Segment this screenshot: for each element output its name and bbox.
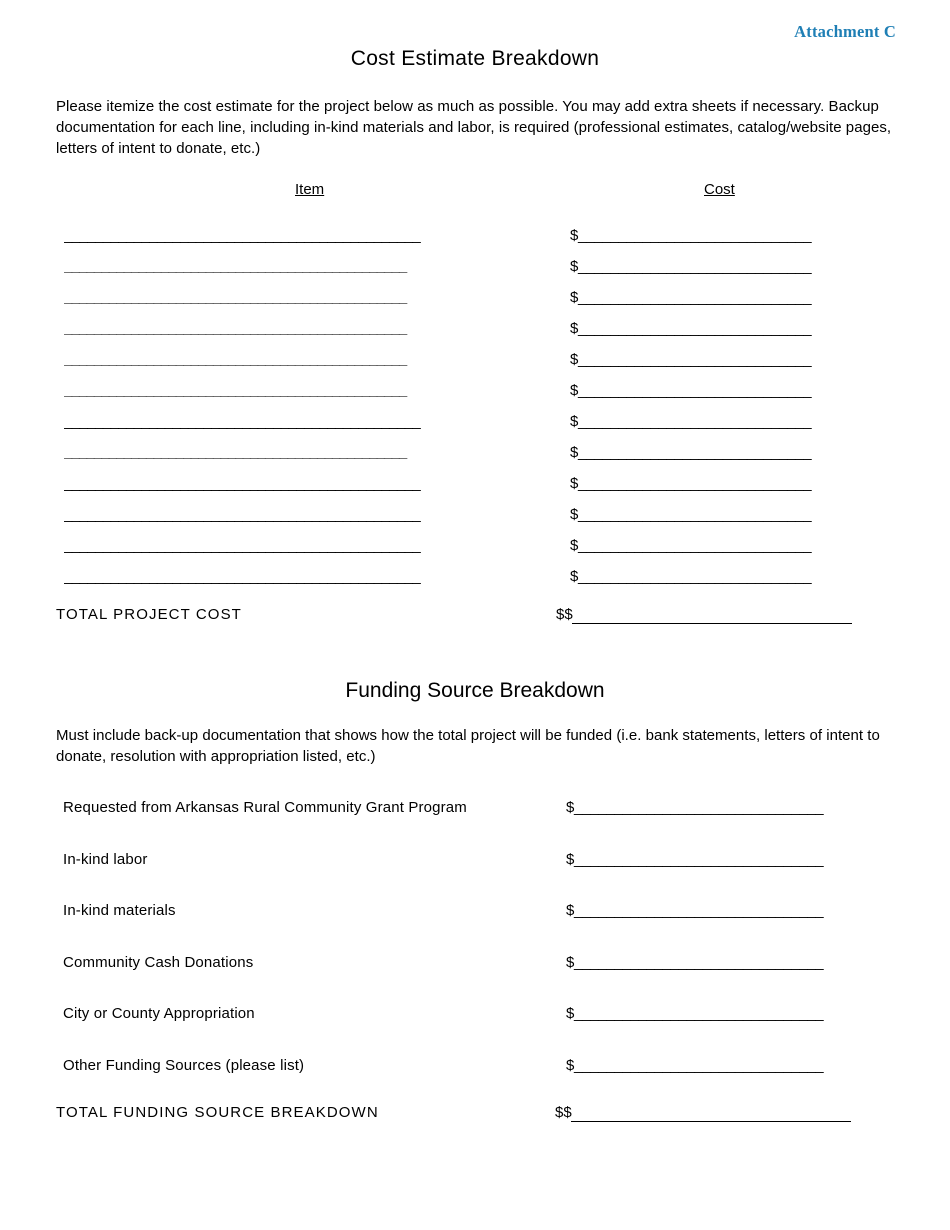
funding-source-label: In-kind materials bbox=[63, 902, 176, 919]
item-blank-field[interactable]: ______________________________________________ bbox=[64, 320, 407, 337]
total-funding-label: TOTAL FUNDING SOURCE BREAKDOWN bbox=[56, 1104, 379, 1121]
list-item bbox=[56, 794, 894, 846]
funding-section-instructions: Must include back-up documentation that shows how the total project will be funded (i.e. bank statements, letters of intent to donate, resolution with appropriation listed, etc.) bbox=[56, 727, 880, 765]
funding-amount-field[interactable]: $_______________________________ bbox=[566, 953, 824, 971]
list-item bbox=[56, 1052, 894, 1104]
cost-blank-field[interactable]: $_____________________________ bbox=[570, 258, 812, 275]
total-funding-source-row bbox=[56, 1104, 894, 1138]
funding-source-label: Requested from Arkansas Rural Community Grant Program bbox=[63, 799, 467, 816]
attachment-label: Attachment C bbox=[794, 22, 896, 41]
table-row bbox=[56, 276, 894, 307]
list-item bbox=[56, 1000, 894, 1052]
table-row bbox=[56, 338, 894, 369]
funding-source-label: City or County Appropriation bbox=[63, 1005, 255, 1022]
item-blank-field[interactable]: ______________________________________________ bbox=[64, 537, 421, 554]
cost-blank-field[interactable]: $_____________________________ bbox=[570, 506, 812, 523]
total-project-cost-label: TOTAL PROJECT COST bbox=[56, 606, 242, 623]
item-blank-field[interactable]: ______________________________________________ bbox=[64, 506, 421, 523]
funding-source-rows bbox=[56, 794, 894, 1103]
item-blank-field[interactable]: ______________________________________________ bbox=[64, 444, 407, 461]
total-project-cost-input[interactable] bbox=[572, 623, 852, 624]
cost-blank-field[interactable]: $_____________________________ bbox=[570, 475, 812, 492]
total-project-cost-currency: $$ bbox=[556, 606, 573, 623]
funding-amount-field[interactable]: $_______________________________ bbox=[566, 1056, 824, 1074]
cost-estimate-rows bbox=[56, 214, 894, 586]
cost-table-column-headers bbox=[56, 181, 894, 203]
list-item bbox=[56, 949, 894, 1001]
funding-section-title: Funding Source Breakdown bbox=[345, 679, 605, 702]
total-funding-input[interactable] bbox=[571, 1121, 851, 1122]
total-project-cost-row bbox=[56, 606, 894, 640]
item-blank-field[interactable]: ______________________________________________ bbox=[64, 382, 407, 399]
item-blank-field[interactable]: ______________________________________________ bbox=[64, 258, 407, 275]
table-row bbox=[56, 524, 894, 555]
cost-blank-field[interactable]: $_____________________________ bbox=[570, 351, 812, 368]
item-blank-field[interactable]: ______________________________________________ bbox=[64, 289, 407, 306]
table-row bbox=[56, 369, 894, 400]
list-item bbox=[56, 897, 894, 949]
table-row bbox=[56, 214, 894, 245]
total-funding-currency: $$ bbox=[555, 1104, 572, 1121]
cost-blank-field[interactable]: $_____________________________ bbox=[570, 227, 812, 244]
list-item bbox=[56, 846, 894, 898]
table-row bbox=[56, 462, 894, 493]
cost-blank-field[interactable]: $_____________________________ bbox=[570, 413, 812, 430]
funding-source-label: Community Cash Donations bbox=[63, 953, 254, 971]
cost-blank-field[interactable]: $_____________________________ bbox=[570, 568, 812, 585]
page-title: Cost Estimate Breakdown bbox=[350, 47, 600, 70]
funding-source-label: In-kind labor bbox=[63, 850, 148, 868]
item-blank-field[interactable]: ______________________________________________ bbox=[64, 413, 421, 430]
item-blank-field[interactable]: ______________________________________________ bbox=[64, 227, 421, 244]
column-header-cost: Cost bbox=[704, 181, 735, 198]
table-row bbox=[56, 307, 894, 338]
item-blank-field[interactable]: ______________________________________________ bbox=[64, 475, 421, 492]
table-row bbox=[56, 555, 894, 586]
cost-blank-field[interactable]: $_____________________________ bbox=[570, 537, 812, 554]
cost-section-instructions: Please itemize the cost estimate for the project below as much as possible. You may add extra sheets if necessary. Backup documentation for each line, including in-kind materials and labor, is required (professional estimates, catalog/website pages, letters of intent to donate, etc.) bbox=[56, 98, 892, 157]
cost-blank-field[interactable]: $_____________________________ bbox=[570, 382, 812, 399]
item-blank-field[interactable]: ______________________________________________ bbox=[64, 351, 407, 368]
table-row bbox=[56, 245, 894, 276]
cost-blank-field[interactable]: $_____________________________ bbox=[570, 444, 812, 461]
funding-amount-field[interactable]: $_______________________________ bbox=[566, 850, 824, 868]
column-header-item: Item bbox=[295, 181, 325, 198]
table-row bbox=[56, 493, 894, 524]
cost-blank-field[interactable]: $_____________________________ bbox=[570, 289, 812, 306]
funding-source-label: Other Funding Sources (please list) bbox=[63, 1056, 305, 1074]
table-row bbox=[56, 400, 894, 431]
funding-amount-field[interactable]: $_______________________________ bbox=[566, 799, 824, 816]
item-blank-field[interactable]: ______________________________________________ bbox=[64, 568, 421, 585]
funding-amount-field[interactable]: $_______________________________ bbox=[566, 902, 824, 919]
cost-blank-field[interactable]: $_____________________________ bbox=[570, 320, 812, 337]
funding-amount-field[interactable]: $_______________________________ bbox=[566, 1005, 824, 1022]
table-row bbox=[56, 431, 894, 462]
